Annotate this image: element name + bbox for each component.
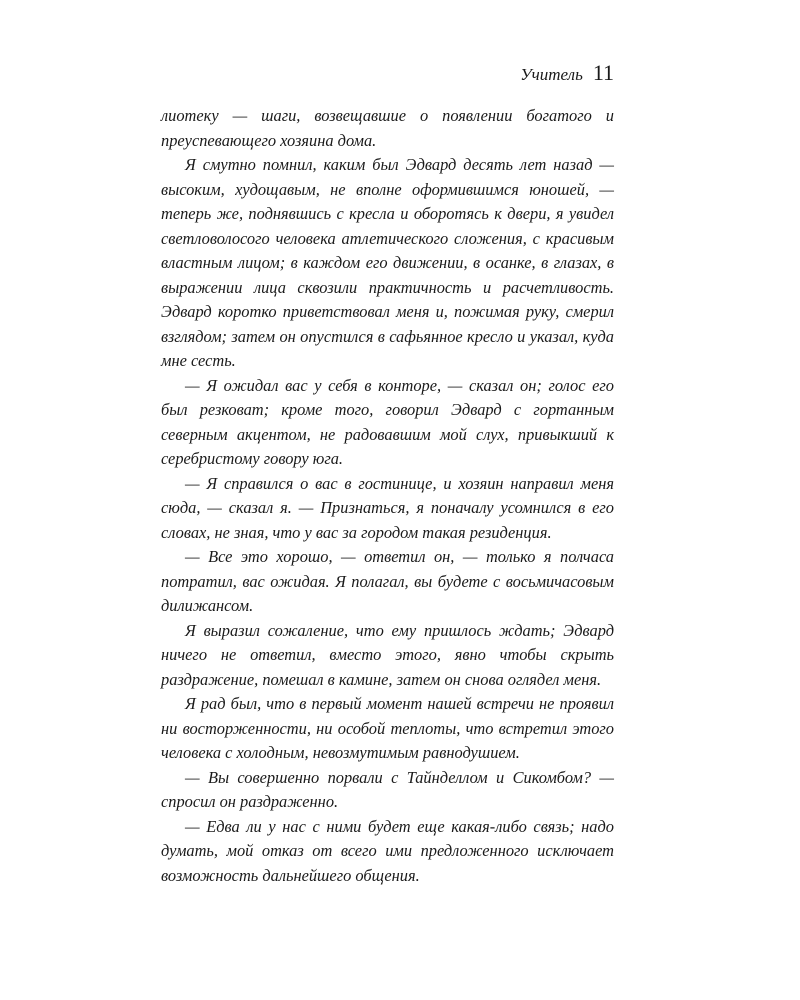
body-text [161,104,614,888]
paragraph: — Я ожидал вас у себя в конторе, — сказал он; голос его был резковат; кроме того, говорил Эдвард с гортанным северным акцентом, не радовавшим мой слух, привыкший к серебристому говору юга. [161,375,614,468]
paragraph: — Все это хорошо, — ответил он, — только я полчаса потратил, вас ожидая. Я полагал, вы будете с восьмичасовым дилижансом. [161,547,614,615]
paragraph: Я рад был, что в первый момент нашей встречи не проявил ни восторженности, ни особой теплоты, что встретил этого человека с холодным, невозмутимым равнодушием. [161,694,614,762]
paragraph: лиотеку — шаги, возвещавшие о появлении богатого и преуспевающего хозяина дома. [161,106,614,150]
paragraph: Я смутно помнил, каким был Эдвард десять лет назад — высоким, худощавым, не вполне оформившимся юношей, — теперь же, поднявшись с кресла и оборотясь к двери, я увидел светловолосого человека атлетического сложения, с красивым властным лицом; в каждом его движении, в осанке, в глазах, в выражении лица сквозили практичность и расчетливость. Эдвард коротко приветствовал меня и, пожимая руку, смерил взглядом; затем он опустился в сафьянное кресло и указал, куда мне сесть. [161,155,614,370]
paragraph: Я выразил сожаление, что ему пришлось ждать; Эдвард ничего не ответил, вместо этого, явно чтобы скрыть раздражение, помешал в камине, затем он снова оглядел меня. [161,620,614,689]
running-head-title: Учитель [520,65,583,84]
page-number: 11 [592,60,614,85]
paragraph: — Едва ли у нас с ними будет еще какая-либо связь; надо думать, мой отказ от всего ими предложенного исключает возможность дальнейшего общения. [161,816,614,885]
paragraph: — Вы совершенно порвали с Тайнделлом и Сикомбом? — спросил он раздраженно. [161,767,614,811]
paragraph: — Я справился о вас в гостинице, и хозяин направил меня сюда, — сказал я. — Признаться, я поначалу усомнился в его словах, не зная, что у вас за городом такая резиденция. [161,473,614,542]
running-head [160,60,614,90]
